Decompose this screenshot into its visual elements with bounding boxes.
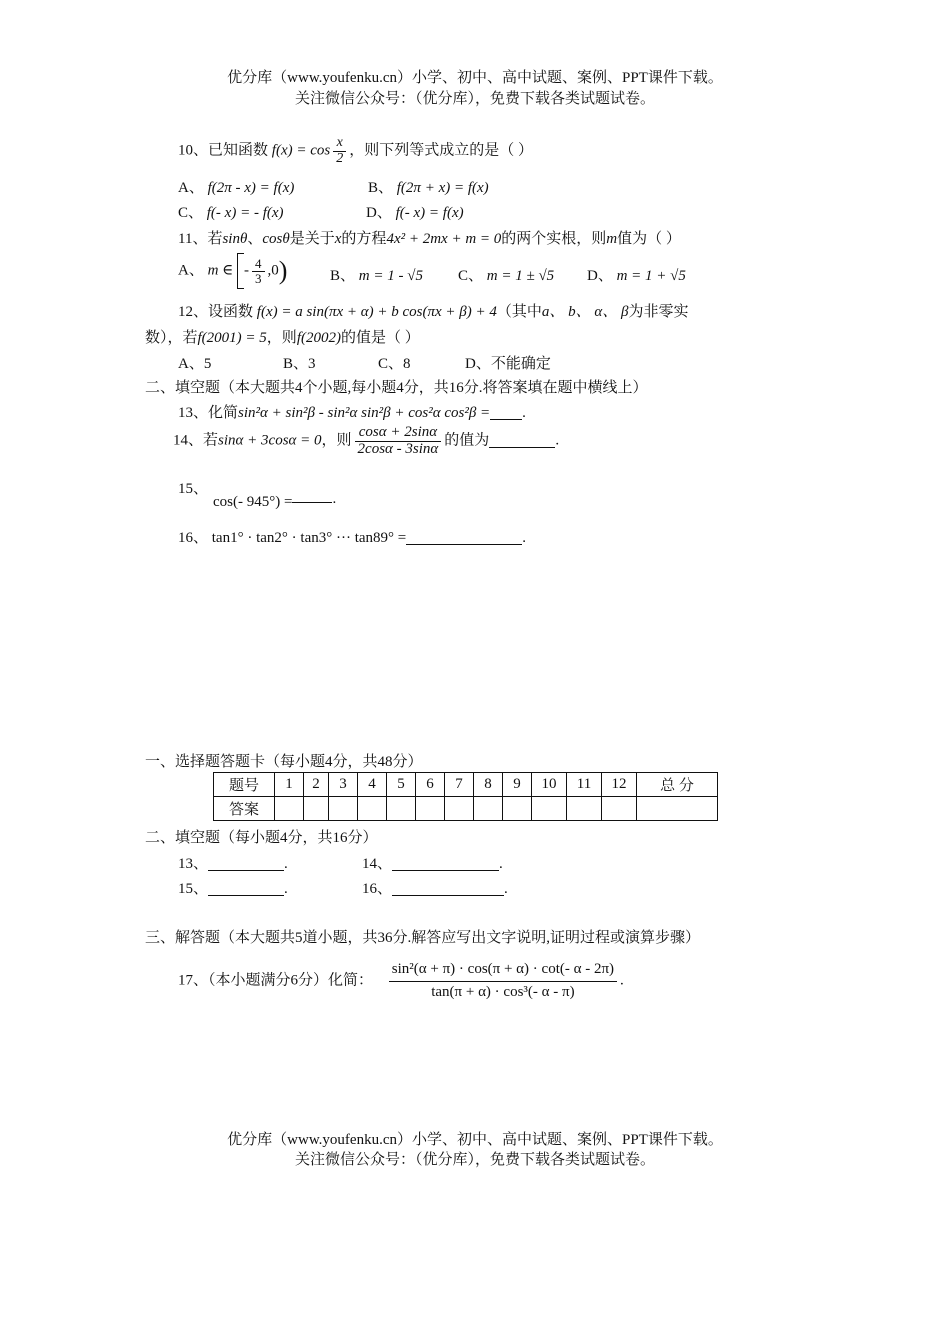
total-score-cell[interactable] [637, 797, 718, 821]
answer-blank[interactable] [392, 881, 504, 896]
question-number: 11、 [178, 231, 208, 247]
option-label: B、 [368, 180, 394, 196]
answer-cell[interactable] [532, 797, 567, 821]
header-line-1: 优分库（www.youfenku.cn）小学、初中、高中试题、案例、PPT课件下载。 [227, 70, 723, 86]
q11-option-c [458, 264, 554, 285]
fraction-denominator: 2 [336, 150, 344, 166]
math-variable: x [334, 231, 342, 247]
answer-cell[interactable] [304, 797, 329, 821]
question-12-line-2 [145, 326, 420, 347]
question-number-cell: 7 [445, 773, 474, 797]
question-number-cell: 9 [503, 773, 532, 797]
punctuation: . [284, 881, 288, 897]
option-text: f(- x) = f(x) [395, 205, 464, 221]
question-number: 16、 [362, 881, 393, 897]
option-text: m = 1 - √5 [358, 268, 423, 284]
fraction-denominator: tan(π + α) · cos³(- α - π) [431, 983, 575, 1000]
option-text: m = 1 + √5 [616, 268, 686, 284]
math-expression: f(x) = a sin(πx + α) + b cos(πx + β) + 4 [256, 304, 497, 320]
q10-option-d [366, 201, 464, 222]
question-15 [213, 488, 336, 511]
punctuation: . [620, 972, 624, 989]
fraction [355, 425, 442, 458]
footer-line-1: 优分库（www.youfenku.cn）小学、初中、高中试题、案例、PPT课件下载。 [227, 1132, 723, 1148]
question-text: （本小题满分6分）化简： [208, 972, 374, 989]
question-10 [178, 136, 533, 166]
answer-cell[interactable] [503, 797, 532, 821]
q12-option-c: C、8 [378, 356, 411, 372]
q10-option-c [178, 201, 284, 222]
fill-card-title: 二、填空题（每小题4分，共16分） [145, 830, 378, 846]
answer-cell[interactable] [567, 797, 602, 821]
question-text: 化简 [208, 405, 239, 421]
question-number-cell: 10 [532, 773, 567, 797]
question-text: 若 [207, 231, 223, 247]
question-text: ，则 [266, 330, 297, 346]
question-17 [178, 962, 624, 1001]
question-text: ，则下列等式成立的是（ ） [349, 142, 533, 159]
q11-option-a [178, 253, 287, 289]
math-expression: sin²α + sin²β - sin²α sin²β + cos²α cos²β = [238, 405, 491, 421]
q12-option-a: A、5 [178, 356, 212, 372]
question-12 [178, 300, 689, 321]
option-text: f(2π - x) = f(x) [207, 180, 295, 196]
question-number-cell: 4 [358, 773, 387, 797]
q11-option-d [587, 264, 686, 285]
question-15-number: 15、 [178, 481, 209, 497]
q10-option-a [178, 176, 294, 197]
option-label: C、 [458, 268, 484, 284]
math-expression: sinα + 3cosα = 0 [218, 432, 322, 449]
answer-cell[interactable] [474, 797, 503, 821]
math-expression: cosθ [262, 231, 290, 247]
fraction [252, 257, 265, 285]
q12-option-d: D、不能确定 [465, 356, 551, 372]
math-expression: f(x) = cos [271, 142, 331, 159]
fraction-denominator: 3 [255, 270, 262, 286]
fill-card-16 [362, 877, 508, 898]
question-number: 17、 [178, 972, 209, 989]
punctuation: . [522, 530, 526, 546]
option-label: D、 [366, 205, 392, 221]
answer-cell[interactable] [275, 797, 304, 821]
question-text: 的值为 [444, 432, 490, 449]
punctuation: . [522, 405, 526, 421]
math-expression: f(2002) [296, 330, 341, 346]
answer-card-table [213, 772, 718, 821]
question-text: 设函数 [208, 304, 254, 320]
section-2-title: 二、填空题（本大题共4个小题,每小题4分，共16分.将答案填在题中横线上） [145, 380, 648, 396]
question-number-cell: 12 [602, 773, 637, 797]
question-text: 已知函数 [208, 142, 269, 159]
question-number: 13、 [178, 405, 209, 421]
option-text: ,0 [267, 262, 279, 279]
answer-blank[interactable] [406, 530, 522, 545]
math-expression: tan1° · tan2° · tan3° ··· tan89° = [211, 530, 407, 546]
question-number: 10、 [178, 142, 209, 159]
option-label: C、 [178, 205, 204, 221]
answer-cell[interactable] [602, 797, 637, 821]
question-text: 是关于 [289, 231, 335, 247]
option-text: f(- x) = - f(x) [206, 205, 284, 221]
math-expression: 4x² + 2mx + m = 0 [386, 231, 502, 247]
math-variable: m [606, 231, 618, 247]
math-expression: cos(- 945°) = [213, 494, 293, 510]
option-label: A、 [178, 180, 204, 196]
question-text: ，则 [321, 432, 352, 449]
question-text: 、 [247, 231, 263, 247]
question-number: 12、 [178, 304, 209, 320]
question-number: 16、 [178, 530, 209, 546]
question-number-cell: 3 [329, 773, 358, 797]
answer-cell[interactable] [416, 797, 445, 821]
punctuation: . [504, 881, 508, 897]
row-label: 题号 [214, 773, 275, 797]
answer-card-title: 一、选择题答题卡（每小题4分，共48分） [145, 754, 423, 770]
fill-card-14 [362, 852, 503, 873]
option-label: D、 [587, 268, 613, 284]
question-number: 14、 [362, 856, 393, 872]
math-expression: f(2001) = 5 [197, 330, 267, 346]
table-row [214, 773, 718, 797]
question-number-cell: 2 [304, 773, 329, 797]
question-number-cell: 6 [416, 773, 445, 797]
question-number-cell: 5 [387, 773, 416, 797]
math-expression: sinθ [222, 231, 248, 247]
question-text: 的值是（ ） [340, 330, 420, 346]
punctuation: . [499, 856, 503, 872]
option-label: A、 [178, 262, 204, 279]
question-number: 13、 [178, 856, 209, 872]
question-text: 值为（ ） [617, 231, 681, 247]
answer-cell[interactable] [358, 797, 387, 821]
answer-blank[interactable] [490, 405, 522, 420]
fill-card-15 [178, 877, 288, 898]
answer-blank[interactable] [208, 856, 284, 871]
fraction [389, 962, 617, 1001]
question-number: 15、 [178, 881, 209, 897]
question-text: 数），若 [145, 330, 198, 346]
answer-blank[interactable] [489, 433, 555, 448]
answer-blank[interactable] [392, 856, 499, 871]
fraction-numerator: x [333, 136, 346, 152]
question-number-cell: 1 [275, 773, 304, 797]
option-text: f(2π + x) = f(x) [396, 180, 489, 196]
answer-blank[interactable] [208, 881, 284, 896]
math-expression: a、 b、 α、 β [541, 304, 629, 320]
q12-option-b: B、3 [283, 356, 316, 372]
math-sign: - [244, 262, 250, 279]
punctuation: . [332, 491, 337, 507]
question-14 [173, 425, 559, 458]
fraction [333, 136, 346, 166]
question-text: 的两个实根，则 [501, 231, 607, 247]
punctuation: . [284, 856, 288, 872]
header-line-2: 关注微信公众号：（优分库），免费下载各类试题试卷。 [294, 91, 655, 107]
fraction-numerator: cosα + 2sinα [355, 425, 442, 442]
fraction-numerator: 4 [252, 257, 265, 272]
punctuation: . [555, 432, 560, 449]
option-label: B、 [330, 268, 356, 284]
answer-blank[interactable] [292, 488, 332, 503]
option-text: m = 1 ± √5 [486, 268, 555, 284]
total-score-label: 总 分 [637, 773, 718, 797]
question-text: 的方程 [341, 231, 387, 247]
paren: ) [278, 256, 288, 285]
option-text: m ∈ [207, 262, 234, 279]
question-11 [178, 227, 681, 248]
question-number-cell: 8 [474, 773, 503, 797]
section-3-title: 三、解答题（本大题共5道小题，共36分.解答应写出文字说明,证明过程或演算步骤） [145, 930, 701, 946]
row-label: 答案 [214, 797, 275, 821]
question-13 [178, 401, 526, 422]
question-16 [178, 526, 526, 547]
fraction-numerator: sin²(α + π) · cos(π + α) · cot(- α - 2π) [389, 962, 617, 982]
bracket [237, 253, 244, 289]
fraction-denominator: 2cosα - 3sinα [357, 440, 439, 457]
table-row [214, 797, 718, 821]
question-number-cell: 11 [567, 773, 602, 797]
fill-card-13 [178, 852, 288, 873]
q11-option-b [330, 264, 423, 285]
question-text: 若 [203, 432, 219, 449]
footer-line-2: 关注微信公众号：（优分库），免费下载各类试题试卷。 [294, 1152, 655, 1168]
answer-cell[interactable] [445, 797, 474, 821]
question-number: 14、 [173, 432, 204, 449]
question-text: （其中 [496, 304, 542, 320]
answer-cell[interactable] [387, 797, 416, 821]
answer-cell[interactable] [329, 797, 358, 821]
q10-option-b [368, 176, 489, 197]
question-text: 为非零实 [628, 304, 689, 320]
